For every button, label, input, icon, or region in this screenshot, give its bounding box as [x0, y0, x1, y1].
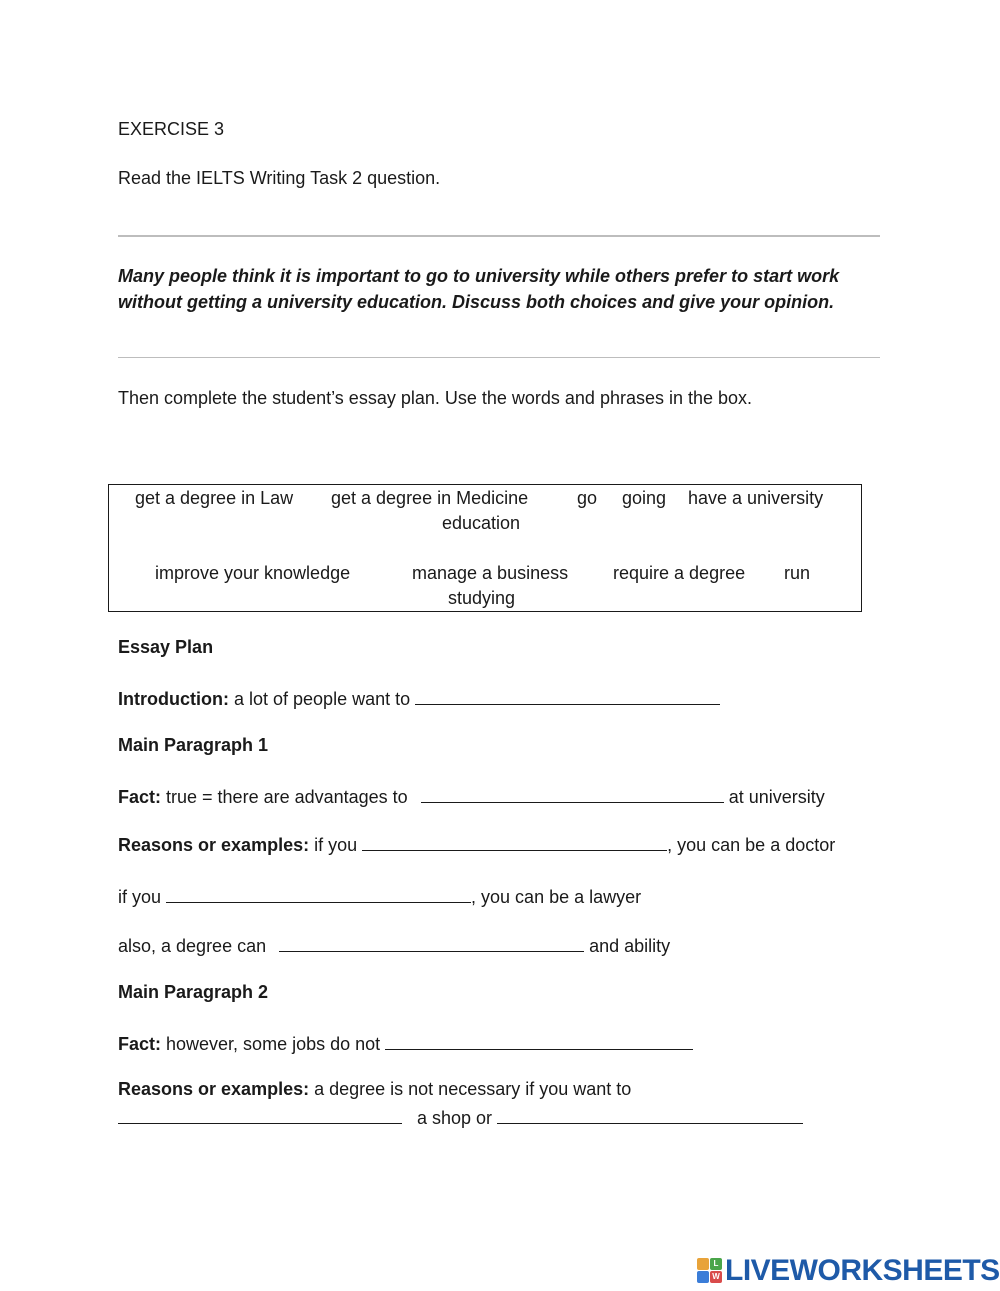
reasons2-label: Reasons or examples:: [118, 1079, 310, 1099]
word-option-wrap: studying: [448, 588, 516, 608]
ifyou-after: , you can be a lawyer: [471, 887, 642, 907]
main-paragraph-1-heading: Main Paragraph 1: [118, 735, 269, 755]
divider-bottom: [118, 357, 880, 358]
word-box: [108, 484, 862, 612]
divider-top: [118, 235, 880, 237]
reasons1-blank[interactable]: [362, 832, 667, 851]
reasons1-text: if you: [309, 835, 363, 855]
fact1-text: true = there are advantages to: [161, 787, 413, 807]
also-blank[interactable]: [279, 933, 584, 952]
word-option-wrap: education: [442, 513, 521, 533]
liveworksheets-logo: [697, 1256, 1000, 1286]
shop-text: a shop or: [412, 1108, 498, 1128]
essay-question: [118, 263, 888, 315]
word-option: go: [577, 488, 598, 508]
word-option: improve your knowledge: [155, 563, 351, 583]
word-option: manage a business: [412, 563, 569, 583]
logo-cubes-icon: L W: [697, 1258, 723, 1284]
instruction-complete: Then complete the student’s essay plan. Use the words and phrases in the box.: [118, 388, 753, 408]
fact2-label: Fact:: [118, 1034, 162, 1054]
fact1-blank[interactable]: [421, 784, 724, 803]
ifyou-blank[interactable]: [166, 884, 471, 903]
ifyou-line: [118, 884, 641, 908]
shop-line: [118, 1105, 803, 1129]
essay-plan-heading: Essay Plan: [118, 637, 214, 657]
fact1-label: Fact:: [118, 787, 162, 807]
question-line-1: Many people think it is important to go to university while others prefer to start work: [118, 266, 840, 286]
fact1-line: [118, 784, 825, 808]
logo-text: LIVEWORKSHEETS: [725, 1254, 1000, 1287]
reasons1-line: [118, 832, 835, 856]
also-text: also, a degree can: [118, 936, 272, 956]
fact2-line: [118, 1031, 693, 1055]
reasons1-label: Reasons or examples:: [118, 835, 310, 855]
main-paragraph-2-heading: Main Paragraph 2: [118, 982, 269, 1002]
instruction-read: Read the IELTS Writing Task 2 question.: [118, 168, 441, 188]
also-line: [118, 933, 670, 957]
word-option: run: [784, 563, 811, 583]
word-option: going: [622, 488, 667, 508]
reasons2-line: [118, 1079, 631, 1100]
word-option: require a degree: [613, 563, 746, 583]
fact2-text: however, some jobs do not: [161, 1034, 386, 1054]
question-line-2: without getting a university education. Discuss both choices and give your opinion.: [118, 292, 835, 312]
ifyou-text: if you: [118, 887, 167, 907]
run-blank[interactable]: [118, 1105, 402, 1124]
intro-text: a lot of people want to: [228, 689, 416, 709]
word-option: have a university: [688, 488, 824, 508]
reasons2-text: a degree is not necessary if you want to: [309, 1079, 632, 1099]
word-option: get a degree in Medicine: [331, 488, 529, 508]
intro-blank[interactable]: [415, 686, 720, 705]
fact2-blank[interactable]: [385, 1031, 693, 1050]
intro-line: [118, 686, 720, 710]
fact1-after: at university: [723, 787, 825, 807]
reasons1-after: , you can be a doctor: [667, 835, 836, 855]
also-after: and ability: [584, 936, 671, 956]
word-option: get a degree in Law: [135, 488, 294, 508]
manage-blank[interactable]: [497, 1105, 803, 1124]
exercise-title: EXERCISE 3: [118, 119, 225, 139]
intro-label: Introduction:: [118, 689, 229, 709]
